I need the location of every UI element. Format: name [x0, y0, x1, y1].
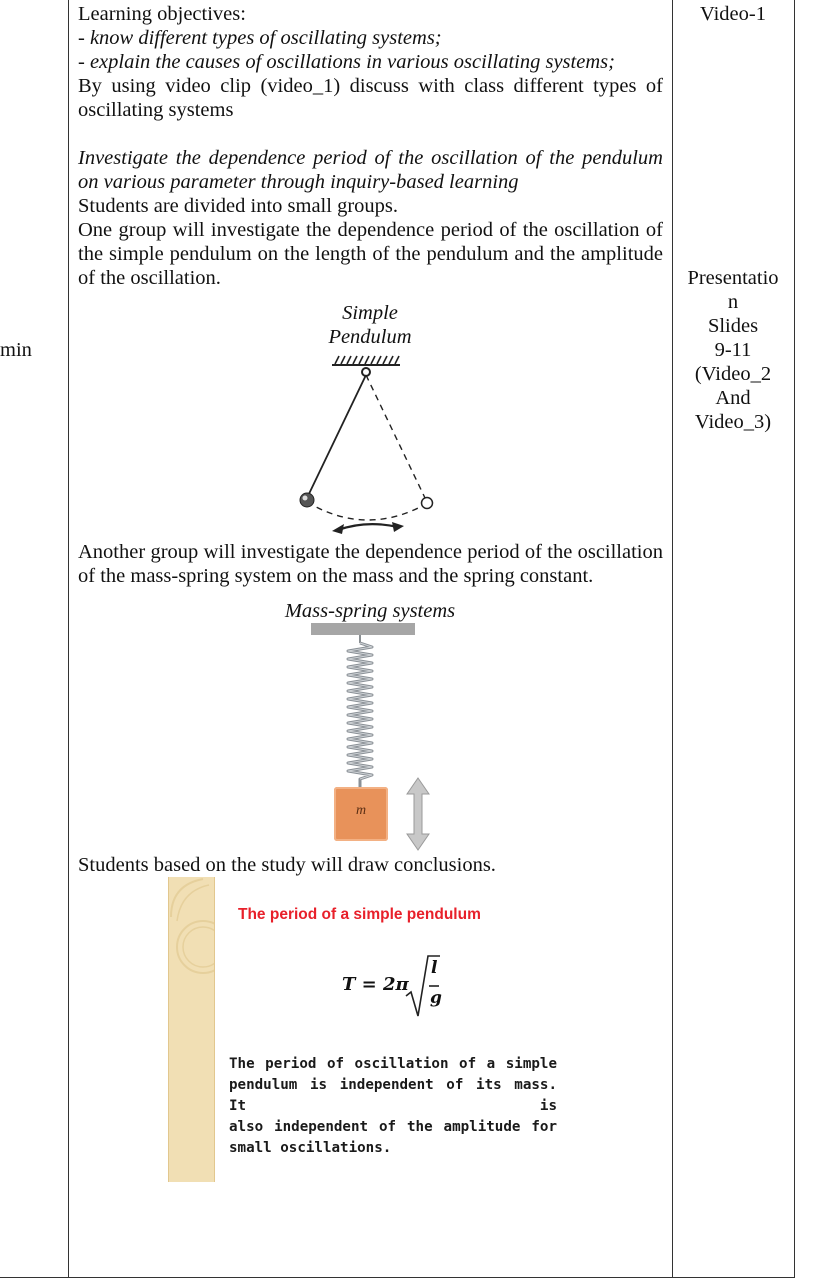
pendulum-caption: Simple — [342, 302, 398, 324]
slide-body-line: The period of oscillation of a simple — [229, 1056, 557, 1072]
group2-text: Another group will investigate the dependence period of the oscillation — [78, 541, 663, 563]
formula-denominator: g — [430, 988, 442, 1008]
slide-decoration-icon — [169, 877, 214, 1182]
resource-presentation: (Video_2 — [694, 363, 772, 385]
investigate-heading: Investigate the dependence period of the oscillation of the pendulum — [78, 147, 663, 169]
column-divider-left — [68, 0, 69, 1278]
slide-title: The period of a simple pendulum — [238, 906, 481, 923]
table-border-bottom — [0, 1277, 795, 1278]
time-cell-text: min — [0, 339, 32, 361]
group1-text: One group will investigate the dependence period of the oscillation of — [78, 219, 663, 241]
resource-presentation: Presentatio — [687, 267, 779, 289]
mass-block — [334, 787, 388, 841]
group1-text: of the oscillation. — [78, 267, 221, 289]
spring-ceiling — [311, 623, 415, 635]
vertical-motion-arrow — [404, 776, 432, 852]
slide-body-line: also independent of the amplitude for — [229, 1119, 557, 1135]
formula-lhs: T = 2π — [342, 974, 409, 995]
pendulum-period-slide — [168, 877, 588, 1182]
groups-text: Students are divided into small groups. — [78, 195, 398, 217]
resource-presentation: And — [715, 387, 751, 409]
slide-decorative-strip — [168, 877, 215, 1182]
mass-label: m — [355, 803, 367, 818]
objectives-heading: Learning objectives: — [78, 3, 246, 25]
resource-presentation: Video_3) — [694, 411, 772, 433]
objective-item: - explain the causes of oscillations in various oscillating systems; — [78, 51, 615, 73]
group1-text: the simple pendulum on the length of the pendulum and the amplitude — [78, 243, 663, 265]
group2-text: of the mass-spring system on the mass and the spring constant. — [78, 565, 594, 587]
resource-presentation: n — [727, 291, 739, 313]
video-discussion-text: By using video clip (video_1) discuss with class different types of — [78, 75, 663, 97]
resource-presentation: 9-11 — [714, 339, 752, 361]
table-border-right — [794, 0, 795, 1278]
resource-video-1: Video-1 — [700, 3, 766, 25]
slide-body-text — [229, 1054, 557, 1159]
column-divider-right — [672, 0, 673, 1278]
slide-body-line: pendulum is independent of its mass. It is — [229, 1077, 557, 1114]
pendulum-period-formula — [340, 952, 480, 1022]
pendulum-caption: Pendulum — [328, 326, 412, 348]
objective-item: - know different types of oscillating systems; — [78, 27, 442, 49]
resource-presentation: Slides — [707, 315, 759, 337]
investigate-heading: on various parameter through inquiry-based learning — [78, 171, 519, 193]
spring-coil — [340, 635, 380, 787]
slide-body-line: small oscillations. — [229, 1140, 392, 1156]
video-discussion-text: oscillating systems — [78, 99, 234, 121]
formula-numerator: l — [431, 958, 438, 978]
conclusion-text: Students based on the study will draw conclusions. — [78, 854, 496, 876]
spring-caption: Mass-spring systems — [284, 600, 456, 622]
simple-pendulum-diagram — [280, 352, 460, 537]
